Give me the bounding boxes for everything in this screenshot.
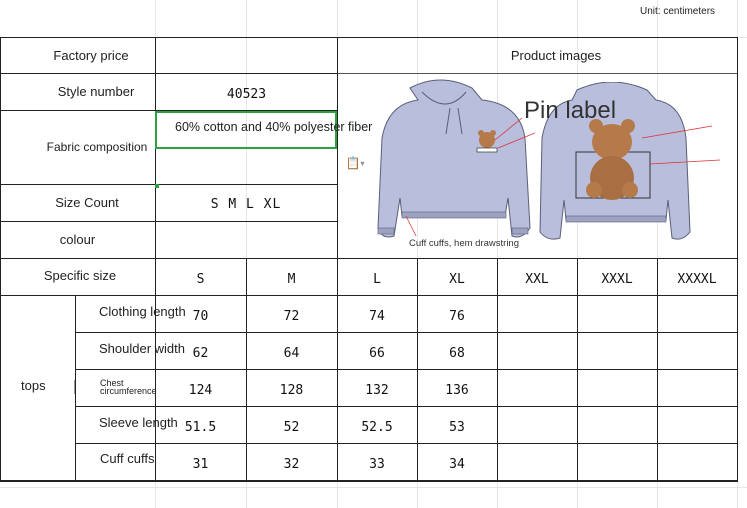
size-col-XXL: XXL [525, 271, 549, 287]
table-cell[interactable]: 76 [449, 308, 465, 324]
row-label-cuff-cuffs: Cuff cuffs [100, 451, 155, 466]
row-label-chest-line2: circumference [100, 386, 157, 396]
product-images-label: Product images [510, 47, 602, 63]
table-cell[interactable] [657, 299, 737, 333]
table-cell[interactable] [497, 373, 577, 407]
table-cell[interactable] [657, 336, 737, 370]
table-cell[interactable]: 31 [192, 456, 209, 472]
table-cell[interactable] [577, 447, 657, 481]
table-cell[interactable]: 32 [283, 456, 300, 472]
table-cell[interactable] [577, 410, 657, 444]
size-count-label: Size Count [55, 195, 119, 210]
unit-note: Unit: centimeters [640, 6, 716, 17]
table-cell[interactable]: 52.5 [361, 419, 393, 435]
row-label-sleeve-length: Sleeve length [99, 415, 178, 430]
factory-price-label: Factory price [53, 47, 129, 63]
table-cell[interactable]: 66 [369, 345, 385, 361]
fabric-composition-label: Fabric composition [46, 140, 148, 154]
row-marker [74, 380, 75, 394]
cuff-note-annotation: Cuff cuffs, hem drawstring [409, 238, 520, 249]
table-cell[interactable]: 70 [192, 308, 209, 324]
table-cell[interactable] [497, 410, 577, 444]
style-number-label: Style number [57, 84, 135, 99]
colour-value[interactable] [156, 222, 337, 258]
specific-size-label: Specific size [43, 267, 117, 283]
size-col-XXXXL: XXXXL [677, 271, 717, 287]
product-image-front [370, 78, 535, 248]
size-col-S: S [196, 271, 205, 287]
tops-label: tops [21, 378, 46, 393]
table-cell[interactable] [657, 373, 737, 407]
pin-label-annotation: Pin label [524, 97, 617, 124]
paste-options-icon[interactable]: 📋 ▾ [345, 156, 365, 170]
row-label-chest-line1: Chest [100, 378, 124, 388]
table-cell[interactable]: 124 [188, 382, 213, 398]
factory-price-value[interactable] [156, 38, 337, 73]
fabric-composition-value[interactable]: 60% cotton and 40% polyester fiber [155, 111, 337, 149]
table-cell[interactable] [657, 447, 737, 481]
size-col-XXXL: XXXL [601, 271, 633, 287]
table-cell[interactable] [577, 336, 657, 370]
table-cell[interactable]: 52 [283, 419, 300, 435]
table-cell[interactable] [497, 299, 577, 333]
table-cell[interactable]: 64 [283, 345, 300, 361]
size-col-XL: XL [449, 271, 465, 287]
table-cell[interactable]: 33 [369, 456, 385, 472]
table-cell[interactable] [657, 410, 737, 444]
table-cell[interactable] [497, 336, 577, 370]
table-cell[interactable] [577, 373, 657, 407]
table-cell[interactable]: 53 [449, 419, 465, 435]
table-cell[interactable] [577, 299, 657, 333]
table-cell[interactable]: 74 [369, 308, 385, 324]
table-cell[interactable]: 128 [279, 382, 304, 398]
style-number-value[interactable]: 40523 [226, 86, 267, 102]
table-cell[interactable]: 34 [449, 456, 465, 472]
table-cell[interactable]: 51.5 [184, 419, 217, 435]
table-cell[interactable]: 62 [192, 345, 209, 361]
size-col-M: M [287, 271, 296, 287]
table-cell[interactable]: 72 [283, 308, 300, 324]
table-cell[interactable]: 132 [365, 382, 389, 398]
size-col-L: L [373, 271, 381, 287]
row-label-shoulder-width: Shoulder width [99, 341, 185, 356]
colour-label: colour [59, 232, 96, 247]
size-count-value[interactable]: S M L XL [210, 197, 282, 212]
table-cell[interactable]: 68 [449, 345, 465, 361]
table-cell[interactable] [497, 447, 577, 481]
row-label-clothing-length: Clothing length [99, 304, 186, 319]
table-cell[interactable]: 136 [445, 382, 469, 398]
